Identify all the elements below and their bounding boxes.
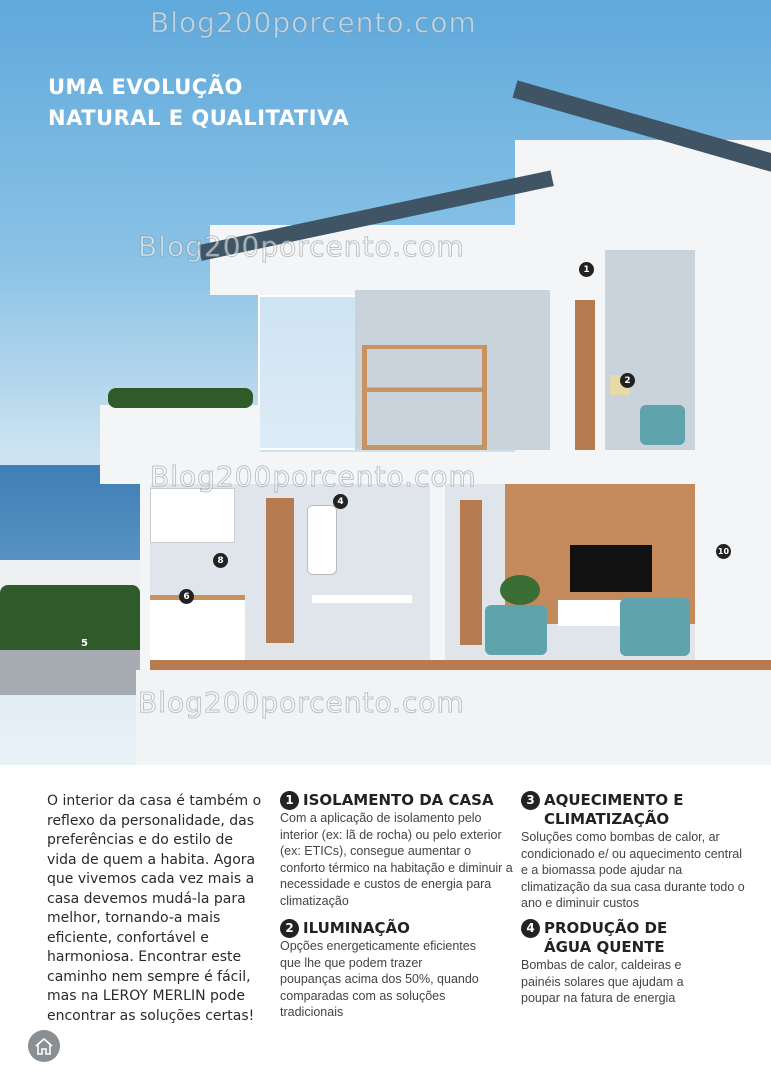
section-text: Soluções como bombas de calor, ar condicionado e/ ou aquecimento central e a biomassa pode ajudar na climatização da sua casa durante todo o ano e diminuir custos bbox=[521, 830, 745, 910]
paving bbox=[0, 650, 140, 695]
marker-8: 8 bbox=[213, 553, 228, 568]
title-line-2: NATURAL E QUALITATIVA bbox=[48, 106, 350, 130]
column bbox=[430, 484, 445, 670]
watermark: Blog200porcento.com bbox=[138, 230, 465, 263]
number-badge: 1 bbox=[280, 791, 299, 810]
intro-text: O interior da casa é também o reflexo da personalidade, das preferências e do estilo de vida de quem a habita. Agora que vivemos cada vez mais a casa devemos mudá-la para melhor, tornando-a mais eficiente, confortável e harmoniosa. Encontrar este caminho nem sempre é fácil, mas na LEROY MERLIN pode encontrar as soluções certas! bbox=[47, 793, 262, 1024]
kitchen-counter bbox=[150, 595, 245, 665]
marker-2: 2 bbox=[620, 373, 635, 388]
marker-6: 6 bbox=[179, 589, 194, 604]
section-text: Bombas de calor, caldeiras e painéis solares que ajudam a poupar na fatura de energia bbox=[521, 958, 684, 1005]
home-button[interactable] bbox=[28, 1030, 60, 1062]
glass-wall bbox=[258, 295, 358, 450]
title-line-1: UMA EVOLUÇÃO bbox=[48, 75, 243, 99]
dining-table bbox=[312, 595, 412, 603]
marker-5: 5 bbox=[81, 638, 88, 649]
section-agua-quente bbox=[521, 919, 721, 1007]
bunk-bed bbox=[362, 345, 487, 450]
section-title: AQUECIMENTO E CLIMATIZAÇÃO bbox=[544, 791, 684, 828]
number-badge: 4 bbox=[521, 919, 540, 938]
kitchen-cabinets bbox=[150, 488, 235, 543]
planter-hedge bbox=[108, 388, 253, 408]
armchair bbox=[640, 405, 685, 445]
wood-floor bbox=[150, 660, 771, 670]
hedge bbox=[0, 585, 140, 650]
section-iluminacao bbox=[280, 919, 480, 1021]
marker-4: 4 bbox=[333, 494, 348, 509]
marker-10: 10 bbox=[716, 544, 731, 559]
door bbox=[266, 498, 294, 643]
page-title bbox=[48, 72, 349, 134]
plant bbox=[500, 575, 540, 605]
section-text: Opções energeticamente eficientes que lhe que podem trazer poupanças acima dos 50%, quando comparadas com as soluções tradicionais bbox=[280, 939, 479, 1019]
watermark: Blog200porcento.com bbox=[150, 460, 477, 493]
marker-1: 1 bbox=[579, 262, 594, 277]
section-aquecimento bbox=[521, 791, 751, 912]
terrace-planter bbox=[100, 405, 260, 455]
number-badge: 3 bbox=[521, 791, 540, 810]
section-title: ILUMINAÇÃO bbox=[303, 919, 410, 937]
section-title: PRODUÇÃO DE ÁGUA QUENTE bbox=[544, 919, 668, 956]
watermark: Blog200porcento.com bbox=[150, 6, 477, 39]
water-heater bbox=[307, 505, 337, 575]
home-icon bbox=[34, 1037, 54, 1055]
section-text: Com a aplicação de isolamento pelo interior (ex: lã de rocha) ou pelo exterior (ex: ETICs), consegue aumentar o conforto térmico na habitação e diminuir a necessidade e custos de energia para climatização bbox=[280, 811, 513, 908]
door bbox=[460, 500, 482, 645]
number-badge: 2 bbox=[280, 919, 299, 938]
sofa bbox=[620, 598, 690, 656]
section-isolamento bbox=[280, 791, 515, 909]
armchair bbox=[485, 605, 547, 655]
door bbox=[575, 300, 595, 450]
section-title: ISOLAMENTO DA CASA bbox=[303, 791, 494, 809]
tv bbox=[570, 545, 652, 592]
watermark: Blog200porcento.com bbox=[138, 686, 465, 719]
